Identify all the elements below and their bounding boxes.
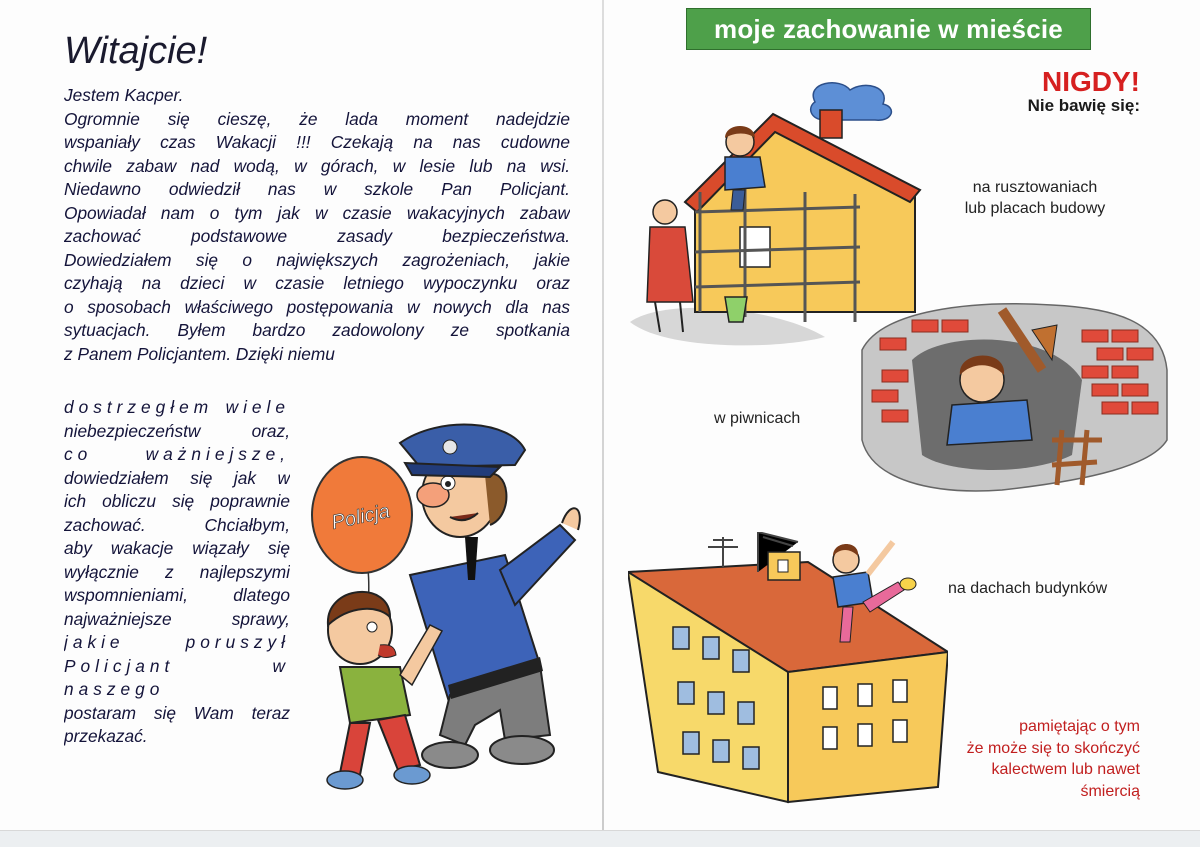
story-line: Ogromnie się cieszę, że lada moment nadejdzie	[64, 108, 570, 129]
story-line: o sposobach właściwego postępowania w nowych dla nas	[64, 296, 570, 317]
caption-basement: w piwnicach	[714, 410, 801, 427]
basement-wall-illustration	[852, 290, 1172, 500]
story-line: co ważniejsze,	[64, 444, 290, 464]
story-line: Niedawno odwiedził nas w szkole Pan Policjant.	[64, 179, 570, 199]
story-line: niebezpieczeństw oraz,	[64, 420, 290, 441]
story-line: naszego	[64, 679, 165, 699]
warning-line: kalectwem lub nawet	[991, 761, 1140, 778]
story-text-full-width	[64, 84, 570, 366]
story-line: zachować. Chciałbym,	[64, 514, 290, 535]
caption-line: na rusztowaniach	[972, 179, 1098, 196]
story-line: z Panem Policjantem. Dzięki niemu	[64, 343, 335, 364]
story-line: Policjant w	[64, 655, 290, 676]
story-line: wspaniały czas Wakacji !!! Czekają na nas cudowne	[64, 132, 570, 152]
story-line: czyhają na dzieci w czasie letniego wypoczynku oraz	[64, 273, 570, 293]
story-line: dostrzegłem wiele	[64, 397, 290, 417]
story-line: postaram się Wam teraz	[64, 702, 290, 723]
warning-line: śmiercią	[1080, 782, 1140, 800]
page-title: Witajcie!	[64, 30, 208, 72]
caption-scaffolding	[930, 177, 1140, 219]
policeman-and-boy-illustration	[300, 405, 600, 805]
page-bottom-edge	[0, 830, 1200, 847]
story-text-narrow-column	[64, 396, 290, 749]
warning-line: pamiętając o tym	[1019, 718, 1140, 735]
story-line: chwile zabaw nad wodą, w górach, w lesie lub na wsi.	[64, 155, 570, 176]
never-heading: NIGDY!	[1042, 66, 1140, 97]
section-banner	[686, 8, 1091, 50]
story-line: wspomnieniami, dlatego	[64, 585, 290, 605]
balloon-label: Policja	[329, 500, 392, 535]
story-line: wyłącznie z najlepszymi	[64, 561, 290, 582]
story-line: dowiedziałem się jak w	[64, 467, 290, 488]
story-line: najważniejsze sprawy,	[64, 608, 290, 629]
caption-roofs: na dachach budynków	[948, 580, 1108, 597]
story-line: jakie poruszył	[64, 632, 290, 652]
warning-text	[900, 716, 1140, 802]
story-line: ich obliczu się poprawnie	[64, 491, 290, 511]
story-line: przekazać.	[64, 726, 148, 746]
story-line: sytuacjach. Byłem bardzo zadowolony ze spotkania	[64, 320, 570, 340]
story-line: Opowiadał nam o tym jak w czasie wakacyjnych zabaw	[64, 202, 570, 223]
story-line: Jestem Kacper.	[64, 85, 184, 105]
banner-title: moje zachowanie w mieście	[714, 14, 1063, 44]
never-subheading: Nie bawię się:	[1027, 96, 1140, 115]
story-line: aby wakacje wiązały się	[64, 538, 290, 558]
caption-line: lub placach budowy	[964, 200, 1106, 217]
warning-line: że może się to skończyć	[966, 739, 1140, 757]
story-line: zachować podstawowe zasady bezpieczeństwa.	[64, 226, 570, 246]
story-line: Dowiedziałem się o największych zagrożeniach, jakie	[64, 249, 570, 270]
